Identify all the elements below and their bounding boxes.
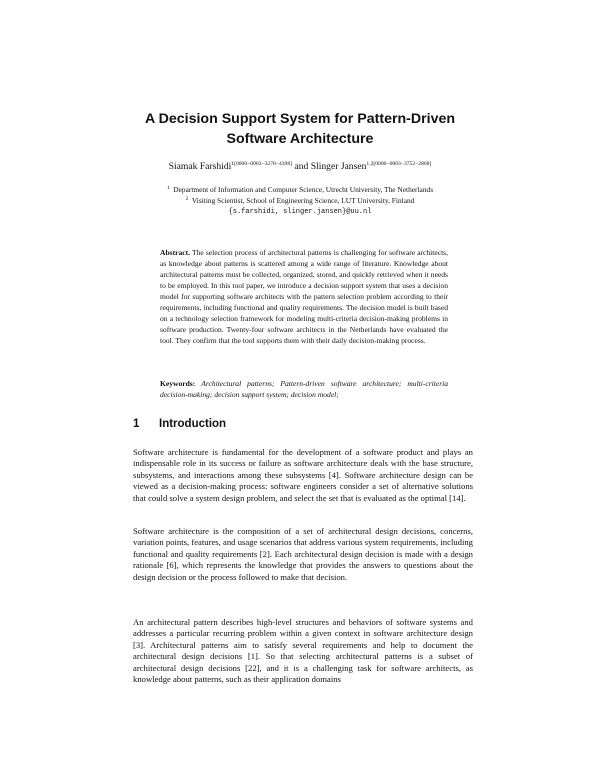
author-orcid-1: 1[0000−0003−3270−4398] (231, 161, 293, 167)
body-paragraph-1: Software architecture is fundamental for the development of a software product and plays an indispensable role in its success or failure as software architecture deals with the base structure, subsystems, and interactions among these subsystems [4]. Software architecture design can be viewed as a decision-making process: software engineers consider a set of alternative solutions that could solve a system design problem, and select the set that is evaluated as the optimal [14]. (133, 447, 473, 503)
author-orcid-2: 1,2[0000−0003−3752−2868] (366, 161, 432, 167)
paper-title (90, 109, 510, 149)
body-paragraph-2: Software architecture is the composition of a set of architectural design decisions, concerns, variation points, features, and usage scenarios that address various system requirements, including functional and quality requirements [2]. Each architectural design decision is made with a design rationale [6], which represents the knowledge that provides the answers to questions about the design decision or the process followed to make that decision. (133, 526, 473, 582)
body-paragraph-3: An architectural pattern describes high-level structures and behaviors of software systems and addresses a particular recurring problem within a given context in software architecture design [3]. Architectural patterns aim to satisfy several requirements and help to document the architectural design decisions [1]. So that selecting architectural patterns is a subset of architectural design decisions [22], and it is a challenging task for software architects, as knowledge about patterns, such as their application domains (133, 617, 473, 685)
author-connector: and (294, 161, 309, 172)
keywords-text: Architectural patterns; Pattern-driven software architecture; multi-criteria decision-making; decision support system; decision model; (160, 379, 449, 399)
abstract (160, 247, 448, 346)
affiliation-text-1: Department of Information and Computer Science, Utrecht University, The Netherlands (173, 185, 434, 194)
keywords (160, 378, 448, 400)
affiliation-1 (70, 185, 530, 195)
author-emails: {s.farshidi, slinger.jansen}@uu.nl (228, 208, 372, 216)
affiliation-2 (70, 196, 530, 206)
title-line-2: Software Architecture (226, 131, 374, 147)
affiliation-marker-1: 1 (166, 185, 170, 191)
keywords-label: Keywords: (160, 379, 196, 388)
section-title: Introduction (159, 418, 227, 430)
abstract-label: Abstract. (160, 248, 190, 257)
author-list (60, 161, 540, 173)
section-number: 1 (133, 418, 140, 430)
author-name-2: Slinger Jansen (310, 161, 367, 172)
section-heading (133, 417, 226, 431)
affiliation-text-2: Visiting Scientist, School of Engineering Science, LUT University, Finland (191, 196, 415, 205)
title-line-1: A Decision Support System for Pattern-Driven (144, 111, 456, 127)
affiliation-marker-2: 2 (185, 196, 189, 202)
abstract-text: The selection process of architectural patterns is challenging for software architects, as knowledge about patterns is scattered among a wide range of literature. Knowledge about architectural patterns must be collected, organized, stored, and quickly retrieved when it needs to be employed. In this tool paper, we introduce a decision support system that uses a decision model for supporting software architects with the pattern selection problem according to their requirements, including functional and quality requirements. The decision model is built based on a technology selection framework for modeling multi-criteria decision-making problems in software production. Twenty-four software architects in the Netherlands have evaluated the tool. They confirm that the tool supports them with their daily decision-making process. (160, 248, 448, 345)
author-name-1: Siamak Farshidi (168, 161, 232, 172)
